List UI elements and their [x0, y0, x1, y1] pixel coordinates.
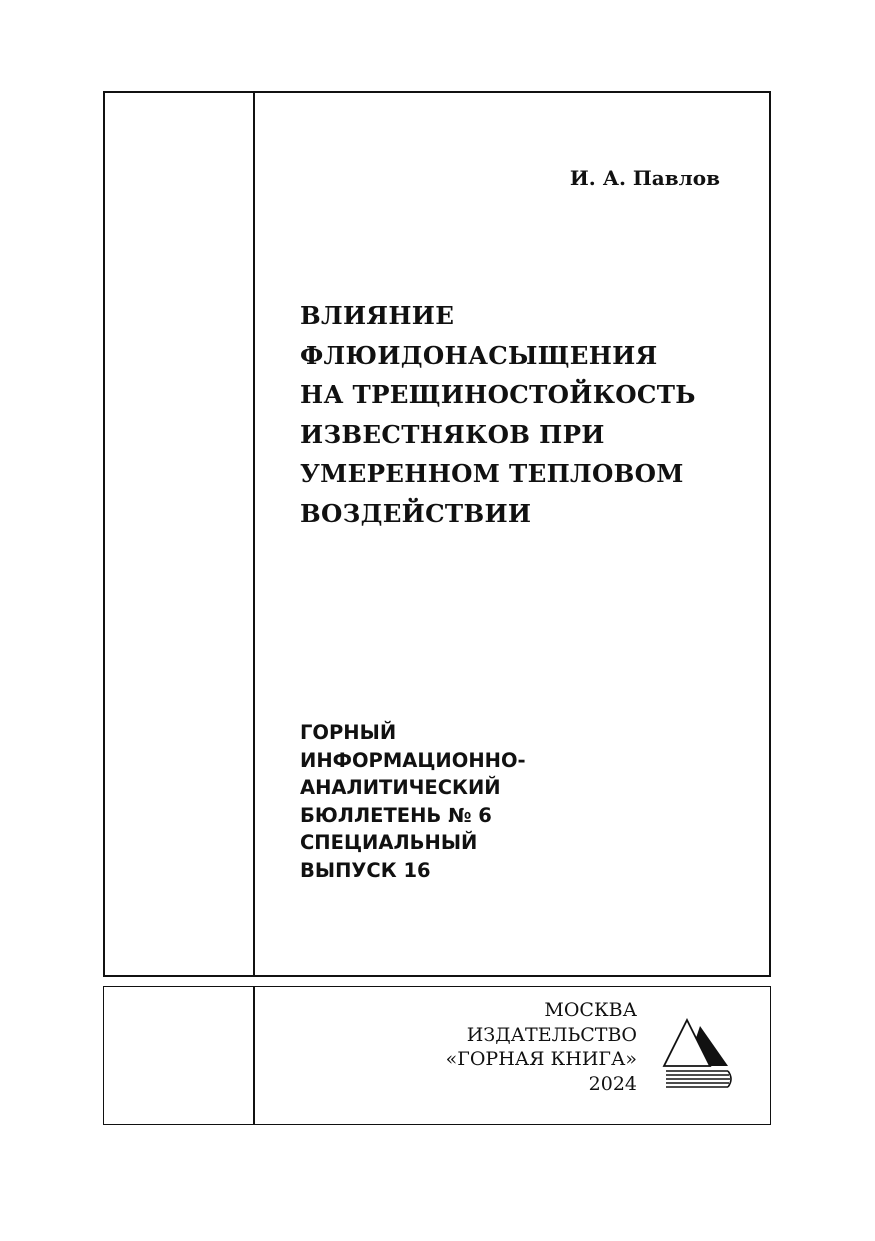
cover-spine-line-bottom — [253, 986, 255, 1125]
title-line: ИЗВЕСТНЯКОВ ПРИ — [300, 419, 605, 449]
series-line: СПЕЦИАЛЬНЫЙ — [300, 831, 478, 854]
title-line: ФЛЮИДОНАСЫЩЕНИЯ — [300, 340, 658, 370]
series-line: ГОРНЫЙ — [300, 721, 397, 744]
title-line: НА ТРЕЩИНОСТОЙКОСТЬ — [300, 380, 696, 409]
cover-spine-line-top — [253, 91, 255, 977]
title-line: ВЛИЯНИЕ — [300, 301, 455, 330]
imprint-line: 2024 — [588, 1072, 637, 1095]
series-info — [300, 719, 600, 884]
series-line: АНАЛИТИЧЕСКИЙ — [300, 776, 501, 799]
title-line: ВОЗДЕЙСТВИИ — [300, 498, 532, 528]
title-line: УМЕРЕННОМ ТЕПЛОВОМ — [300, 459, 684, 488]
publisher-mountain-book-icon — [662, 1018, 736, 1092]
imprint-line: «ГОРНАЯ КНИГА» — [445, 1048, 637, 1070]
imprint-line: МОСКВА — [544, 999, 637, 1021]
publisher-imprint — [446, 998, 637, 1096]
imprint-line: ИЗДАТЕЛЬСТВО — [466, 1023, 637, 1046]
author-name: И. А. Павлов — [569, 166, 720, 190]
book-title — [300, 296, 740, 533]
series-line: ВЫПУСК 16 — [300, 858, 431, 882]
series-line: БЮЛЛЕТЕНЬ № 6 — [300, 803, 492, 827]
series-line: ИНФОРМАЦИОННО- — [300, 748, 526, 772]
